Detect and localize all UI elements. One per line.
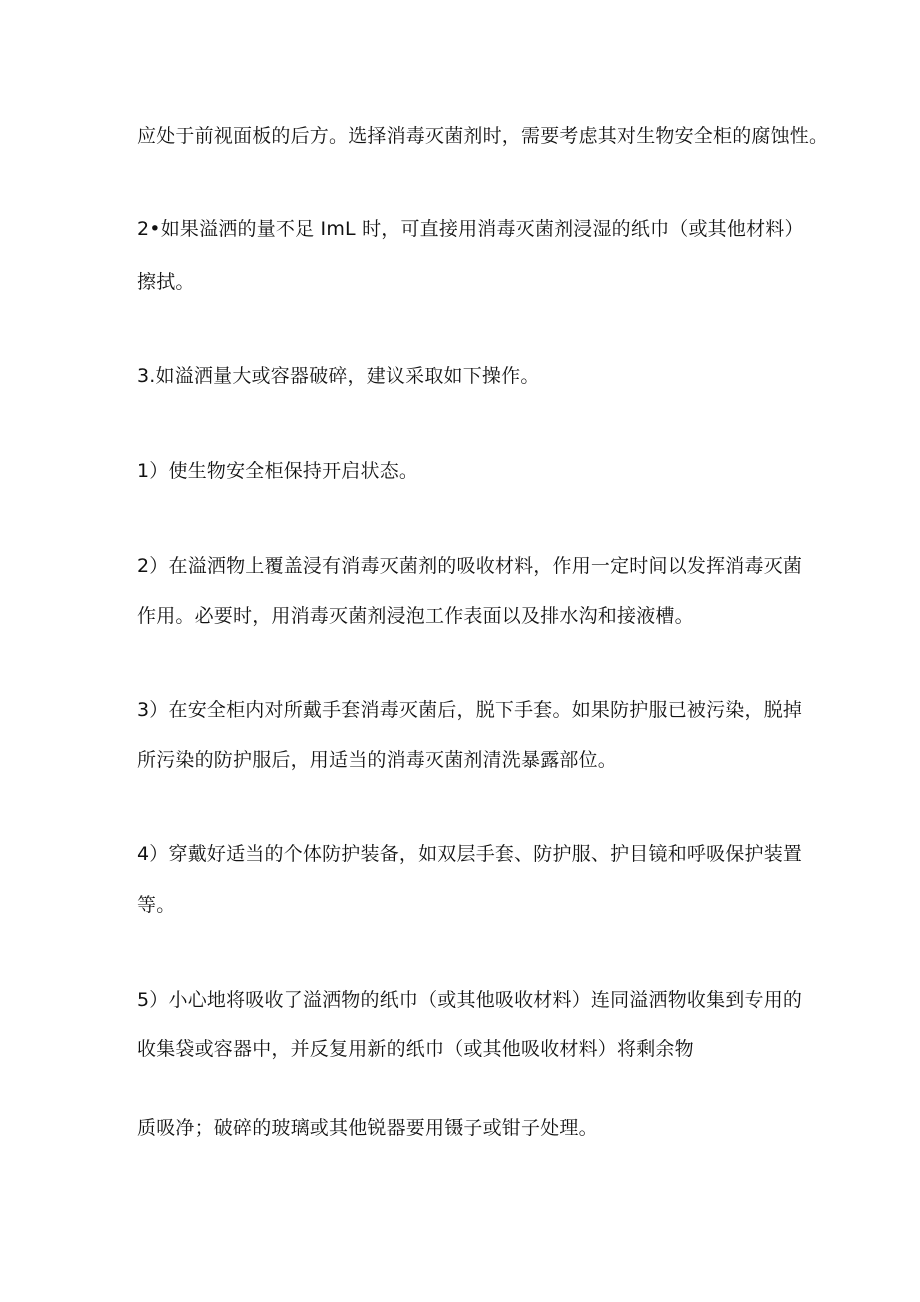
text-line-7: 作用。必要时，用消毒灭菌剂浸泡工作表面以及排水沟和接液槽。 bbox=[137, 605, 694, 627]
text-line-14: 质吸净；破碎的玻璃或其他锐器要用镊子或钳子处理。 bbox=[137, 1117, 598, 1139]
text-line-8: 3）在安全柜内对所戴手套消毒灭菌后，脱下手套。如果防护服已被污染，脱掉 bbox=[137, 699, 803, 721]
text-line-2: 2•如果溢洒的量不足 ImL 时，可直接用消毒灭菌剂浸湿的纸巾（或其他材料） bbox=[137, 218, 804, 240]
text-line-3: 擦拭。 bbox=[137, 271, 195, 293]
text-line-12: 5）小心地将吸收了溢洒物的纸巾（或其他吸收材料）连同溢洒物收集到专用的 bbox=[137, 989, 803, 1011]
text-line-13: 收集袋或容器中，并反复用新的纸巾（或其他吸收材料）将剩余物 bbox=[137, 1038, 694, 1060]
text-line-9: 所污染的防护服后，用适当的消毒灭菌剂清洗暴露部位。 bbox=[137, 749, 618, 771]
text-line-6: 2）在溢洒物上覆盖浸有消毒灭菌剂的吸收材料，作用一定时间以发挥消毒灭菌 bbox=[137, 555, 803, 577]
text-line-5: 1）使生物安全柜保持开启状态。 bbox=[137, 460, 419, 482]
text-line-1: 应处于前视面板的后方。选择消毒灭菌剂时，需要考虑其对生物安全柜的腐蚀性。 bbox=[137, 125, 829, 147]
text-line-10: 4）穿戴好适当的个体防护装备，如双层手套、防护服、护目镜和呼吸保护装置 bbox=[137, 843, 803, 865]
text-line-11: 等。 bbox=[137, 894, 176, 916]
text-line-4: 3.如溢洒量大或容器破碎，建议采取如下操作。 bbox=[137, 365, 540, 387]
